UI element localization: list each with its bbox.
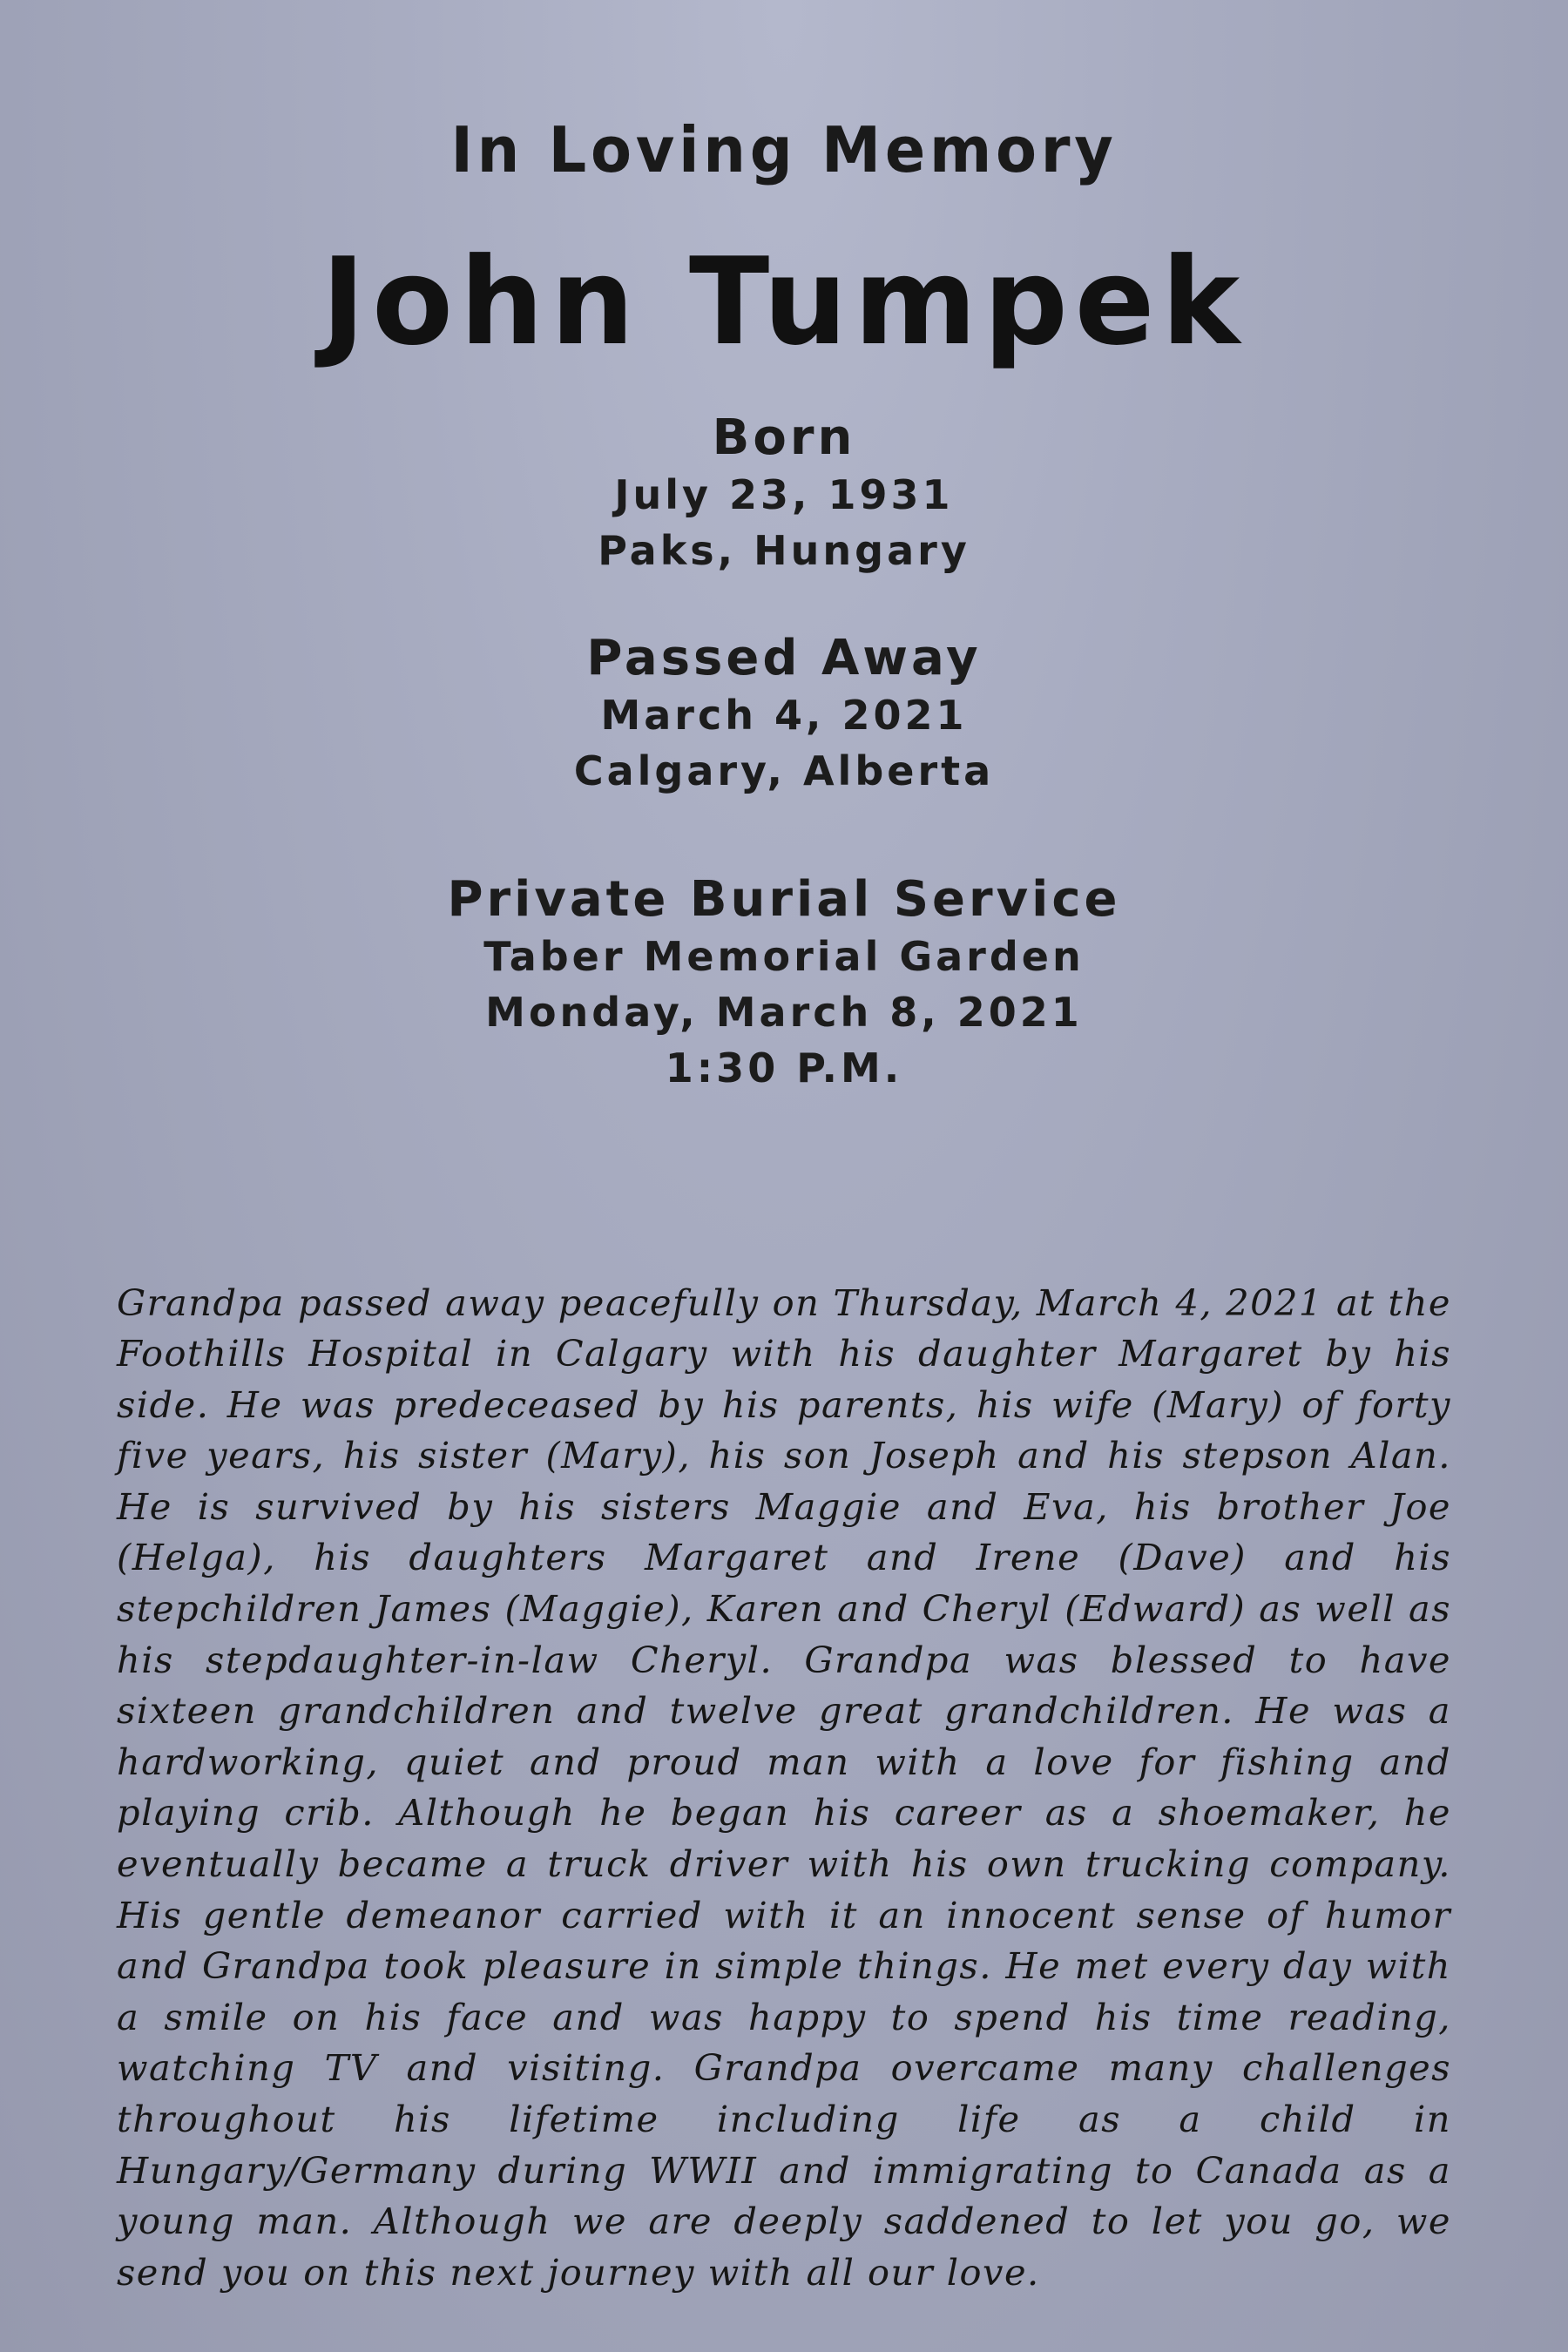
service-date: Monday, March 8, 2021 — [485, 989, 1083, 1036]
service-heading: Private Burial Service — [447, 871, 1121, 928]
passed-away-date: March 4, 2021 — [600, 692, 968, 739]
passed-away-place: Calgary, Alberta — [573, 747, 995, 794]
service-time: 1:30 P.M. — [665, 1044, 903, 1092]
born-date: July 23, 1931 — [614, 471, 954, 518]
passed-away-section — [0, 630, 1568, 799]
born-heading: Born — [712, 409, 856, 466]
obituary-text: Grandpa passed away peacefully on Thursday, March 4, 2021 at the Foothills Hospital in Calgary with his daughter Margaret by his side. He was predeceased by his parents, his wife (Mary) of forty five years, his sister (Mary), his son Joseph and his stepson Alan. He is survived by his sisters Maggie and Eva, his brother Joe (Helga), his daughters Margaret and Irene (Dave) and his stepchildren James (Maggie), Karen and Cheryl (Edward) as well as his stepdaughter-in-law Cheryl. Grandpa was blessed to have sixteen grandchildren and twelve great grandchildren. He was a hardworking, quiet and proud man with a love for fishing and playing crib. Although he began his career as a shoemaker, he eventually became a truck driver with his own trucking company. His gentle demeanor carried with it an innocent sense of humor and Grandpa took pleasure in simple things. He met every day with a smile on his face and was happy to spend his time reading, watching TV and visiting. Grandpa overcame many challenges throughout his lifetime including life as a child in Hungary/Germany during WWII and immigrating to Canada as a young man. Although we are deeply saddened to let you go, we send you on this next journey with all our love. — [117, 1281, 1451, 2294]
burial-service-section — [0, 871, 1568, 1096]
deceased-name: John Tumpek — [321, 232, 1247, 372]
passed-away-heading: Passed Away — [586, 630, 982, 686]
born-section — [0, 409, 1568, 578]
memorial-intro-heading: In Loving Memory — [450, 113, 1118, 186]
service-location: Taber Memorial Garden — [483, 933, 1085, 980]
born-place: Paks, Hungary — [598, 527, 970, 574]
